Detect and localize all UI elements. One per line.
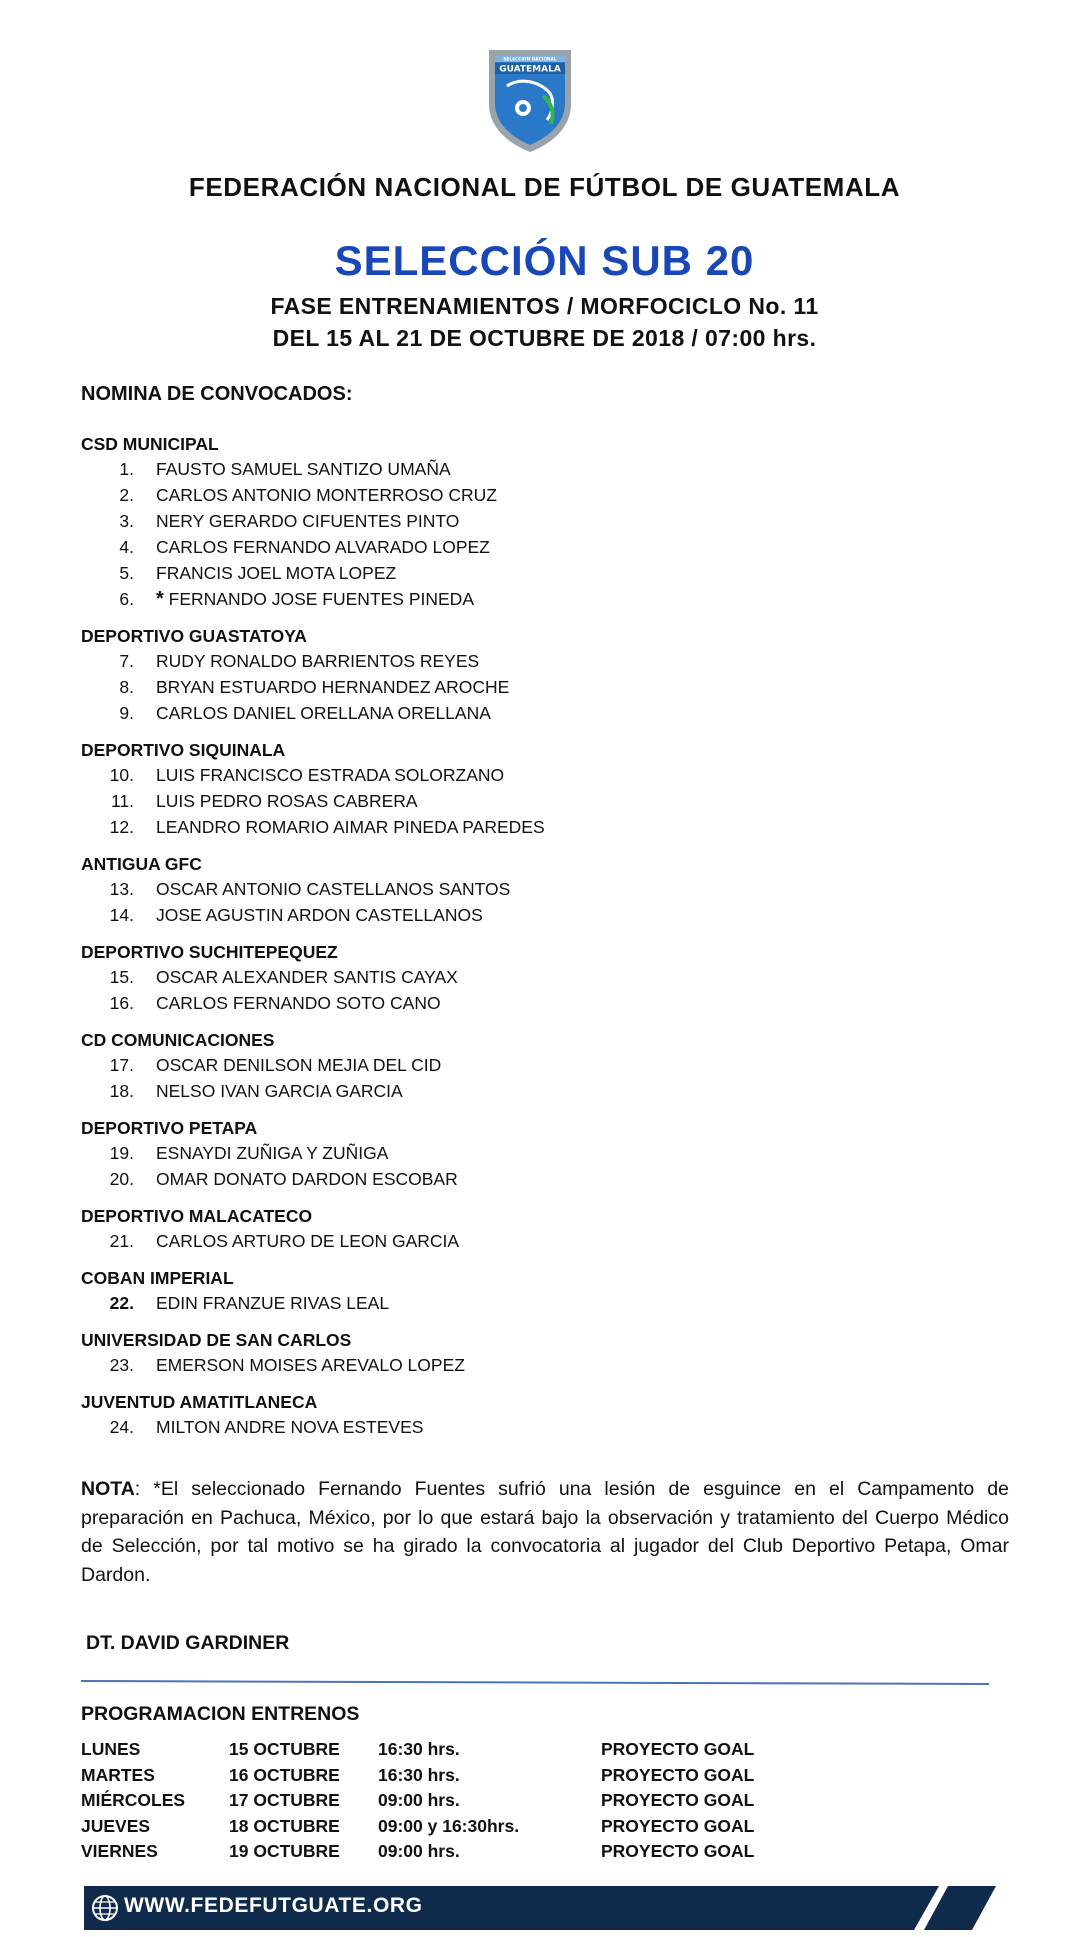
club-heading: CSD MUNICIPAL [81, 434, 219, 454]
player-row [81, 964, 1011, 990]
player-name-wrap [156, 700, 491, 726]
player-row [81, 876, 1011, 902]
player-name: OMAR DONATO DARDON ESCOBAR [156, 1169, 458, 1189]
schedule-place: PROYECTO GOAL [601, 1739, 755, 1759]
schedule-place: PROYECTO GOAL [601, 1815, 755, 1836]
player-number: 10. [109, 765, 134, 785]
selection-title: SELECCIÓN SUB 20 [334, 237, 755, 284]
player-number: 19. [109, 1143, 134, 1163]
crest-small-text: SELECCION NACIONAL [503, 57, 557, 63]
player-name-wrap [156, 1414, 423, 1440]
player-name-wrap [156, 814, 545, 840]
schedule-date: 16 OCTUBRE [229, 1764, 340, 1785]
player-name-wrap [156, 1290, 389, 1316]
player-name: FRANCIS JOEL MOTA LOPEZ [156, 563, 397, 583]
player-name: ESNAYDI ZUÑIGA Y ZUÑIGA [156, 1143, 389, 1163]
schedule-table [81, 1737, 841, 1865]
player-name-wrap [156, 964, 458, 990]
globe-icon [90, 1893, 120, 1923]
player-name-wrap [156, 876, 510, 902]
player-name-wrap [156, 508, 459, 534]
website-link[interactable]: WWW.FEDEFUTGUATE.ORG [124, 1894, 423, 1917]
player-name: LUIS PEDRO ROSAS CABRERA [156, 791, 418, 811]
player-number: 1. [119, 459, 134, 479]
player-number: 13. [109, 879, 134, 899]
player-row [81, 1290, 1011, 1316]
player-name-wrap [156, 482, 497, 508]
schedule-day: MIÉRCOLES [81, 1790, 186, 1810]
player-number: 5. [119, 563, 134, 583]
player-row [81, 902, 1011, 928]
schedule-time: 09:00 y 16:30hrs. [378, 1815, 520, 1836]
schedule-day: JUEVES [81, 1815, 151, 1836]
player-name-wrap [156, 648, 479, 674]
club-heading: DEPORTIVO SIQUINALA [81, 740, 286, 760]
player-name: MILTON ANDRE NOVA ESTEVES [156, 1417, 424, 1437]
club-heading: CD COMUNICACIONES [81, 1030, 275, 1050]
club-heading: COBAN IMPERIAL [81, 1268, 234, 1288]
schedule-date: 18 OCTUBRE [229, 1815, 340, 1836]
player-row [81, 534, 1011, 560]
schedule-row [81, 1839, 841, 1865]
player-name-wrap [156, 1052, 441, 1078]
club-heading: UNIVERSIDAD DE SAN CARLOS [81, 1330, 352, 1350]
player-name-wrap [156, 534, 490, 560]
player-name-wrap [156, 1352, 465, 1378]
club-heading: DEPORTIVO MALACATECO [81, 1206, 313, 1226]
player-number: 11. [110, 791, 134, 811]
player-number: 23. [109, 1355, 134, 1375]
player-row [81, 586, 1011, 612]
schedule-row [81, 1814, 841, 1840]
player-row [81, 674, 1011, 700]
player-number: 7. [119, 651, 134, 671]
player-name: OSCAR DENILSON MEJIA DEL CID [156, 1055, 442, 1075]
player-name-wrap [156, 1078, 403, 1104]
schedule-time: 09:00 hrs. [378, 1790, 460, 1810]
player-number: 18. [109, 1081, 134, 1101]
crest-text: GUATEMALA [499, 64, 561, 75]
player-row [81, 456, 1011, 482]
player-name: CARLOS ANTONIO MONTERROSO CRUZ [156, 485, 497, 505]
nota-label: NOTA [81, 1478, 135, 1500]
player-number: 14. [109, 905, 134, 925]
programacion-title: PROGRAMACION ENTRENOS [81, 1703, 360, 1725]
player-row [81, 1352, 1011, 1378]
coach-name: DT. DAVID GARDINER [86, 1632, 290, 1654]
player-name-wrap [156, 1166, 458, 1192]
player-name: CARLOS FERNANDO SOTO CANO [156, 993, 441, 1013]
player-row [81, 700, 1011, 726]
schedule-date: 15 OCTUBRE [229, 1739, 340, 1759]
player-number: 24. [109, 1417, 134, 1437]
player-number: 17. [109, 1055, 134, 1075]
player-number: 16. [109, 993, 134, 1013]
player-row [81, 560, 1011, 586]
schedule-place: PROYECTO GOAL [601, 1790, 755, 1810]
player-row [81, 1228, 1011, 1254]
player-row [81, 648, 1011, 674]
schedule-place: PROYECTO GOAL [601, 1841, 755, 1861]
player-name: EDIN FRANZUE RIVAS LEAL [156, 1293, 390, 1313]
player-name-wrap [156, 788, 418, 814]
club-heading: DEPORTIVO GUASTATOYA [81, 626, 307, 646]
player-name-wrap [156, 674, 509, 700]
club-heading: DEPORTIVO PETAPA [81, 1118, 258, 1138]
player-row [81, 508, 1011, 534]
club-heading: DEPORTIVO SUCHITEPEQUEZ [81, 942, 338, 962]
player-name-wrap [156, 560, 396, 586]
player-row [81, 762, 1011, 788]
schedule-row [81, 1737, 841, 1763]
nota-paragraph [81, 1475, 1009, 1589]
injury-asterisk: * [156, 588, 164, 610]
player-name: BRYAN ESTUARDO HERNANDEZ AROCHE [156, 677, 510, 697]
schedule-day: VIERNES [81, 1841, 158, 1861]
federation-crest-logo [485, 46, 575, 154]
player-name-wrap [156, 586, 474, 612]
player-number: 8. [119, 677, 134, 697]
dates-subtitle: DEL 15 AL 21 DE OCTUBRE DE 2018 / 07:00 hrs. [272, 325, 817, 351]
player-name: NELSO IVAN GARCIA GARCIA [156, 1081, 403, 1101]
player-name: FAUSTO SAMUEL SANTIZO UMAÑA [156, 459, 451, 479]
player-name-wrap [156, 1228, 459, 1254]
player-name: OSCAR ANTONIO CASTELLANOS SANTOS [156, 879, 511, 899]
player-name: RUDY RONALDO BARRIENTOS REYES [156, 651, 480, 671]
club-heading: JUVENTUD AMATITLANECA [81, 1392, 318, 1412]
player-number: 6. [119, 589, 134, 609]
player-row [81, 814, 1011, 840]
club-heading: ANTIGUA GFC [81, 854, 202, 874]
player-name-wrap [156, 990, 441, 1016]
player-name: LEANDRO ROMARIO AIMAR PINEDA PAREDES [156, 817, 545, 837]
player-row [81, 788, 1011, 814]
schedule-row [81, 1788, 841, 1814]
player-number: 20. [109, 1169, 134, 1189]
player-row [81, 482, 1011, 508]
player-number: 15. [109, 967, 134, 987]
schedule-date: 19 OCTUBRE [229, 1841, 340, 1861]
player-row [81, 1166, 1011, 1192]
player-row [81, 990, 1011, 1016]
schedule-row [81, 1763, 841, 1789]
schedule-day: MARTES [81, 1764, 155, 1785]
player-number: 22. [109, 1293, 134, 1313]
federation-title: FEDERACIÓN NACIONAL DE FÚTBOL DE GUATEMALA [188, 172, 901, 202]
player-name-wrap [156, 456, 451, 482]
player-number: 3. [119, 511, 134, 531]
schedule-time: 09:00 hrs. [378, 1841, 460, 1861]
schedule-place: PROYECTO GOAL [601, 1764, 755, 1785]
player-number: 9. [119, 703, 134, 723]
schedule-time: 16:30 hrs. [378, 1764, 460, 1785]
divider-line [81, 1679, 989, 1685]
player-name: NERY GERARDO CIFUENTES PINTO [156, 511, 460, 531]
schedule-date: 17 OCTUBRE [229, 1790, 340, 1810]
player-number: 12. [109, 817, 134, 837]
player-row [81, 1414, 1011, 1440]
player-name: EMERSON MOISES AREVALO LOPEZ [156, 1355, 465, 1375]
nota-text: : *El seleccionado Fernando Fuentes sufrió una lesión de esguince en el Campamento de preparación en Pachuca, México, por lo que estará bajo la observación y tratamiento del Cuerpo Médico de Selección, por tal motivo se ha girado la convocatoria al jugador del Club Deportivo Petapa, Omar Dardon. [81, 1478, 1009, 1586]
player-row [81, 1078, 1011, 1104]
player-number: 2. [119, 485, 134, 505]
schedule-time: 16:30 hrs. [378, 1739, 460, 1759]
player-name-wrap [156, 1140, 388, 1166]
player-name-wrap [156, 902, 483, 928]
schedule-day: LUNES [81, 1739, 141, 1759]
phase-subtitle: FASE ENTRENAMIENTOS / MORFOCICLO No. 11 [270, 293, 819, 319]
player-row [81, 1140, 1011, 1166]
player-name: CARLOS ARTURO DE LEON GARCIA [156, 1231, 460, 1251]
player-name: CARLOS FERNANDO ALVARADO LOPEZ [156, 537, 490, 557]
nomina-title: NOMINA DE CONVOCADOS: [81, 383, 353, 405]
player-number: 21. [109, 1231, 134, 1251]
player-name: JOSE AGUSTIN ARDON CASTELLANOS [156, 905, 483, 925]
player-name: LUIS FRANCISCO ESTRADA SOLORZANO [156, 765, 505, 785]
player-name: CARLOS DANIEL ORELLANA ORELLANA [156, 703, 491, 723]
player-name: OSCAR ALEXANDER SANTIS CAYAX [156, 967, 458, 987]
player-row [81, 1052, 1011, 1078]
roster-list [81, 432, 1011, 1440]
player-number: 4. [119, 537, 134, 557]
player-name-wrap [156, 762, 504, 788]
player-name: FERNANDO JOSE FUENTES PINEDA [168, 589, 474, 609]
